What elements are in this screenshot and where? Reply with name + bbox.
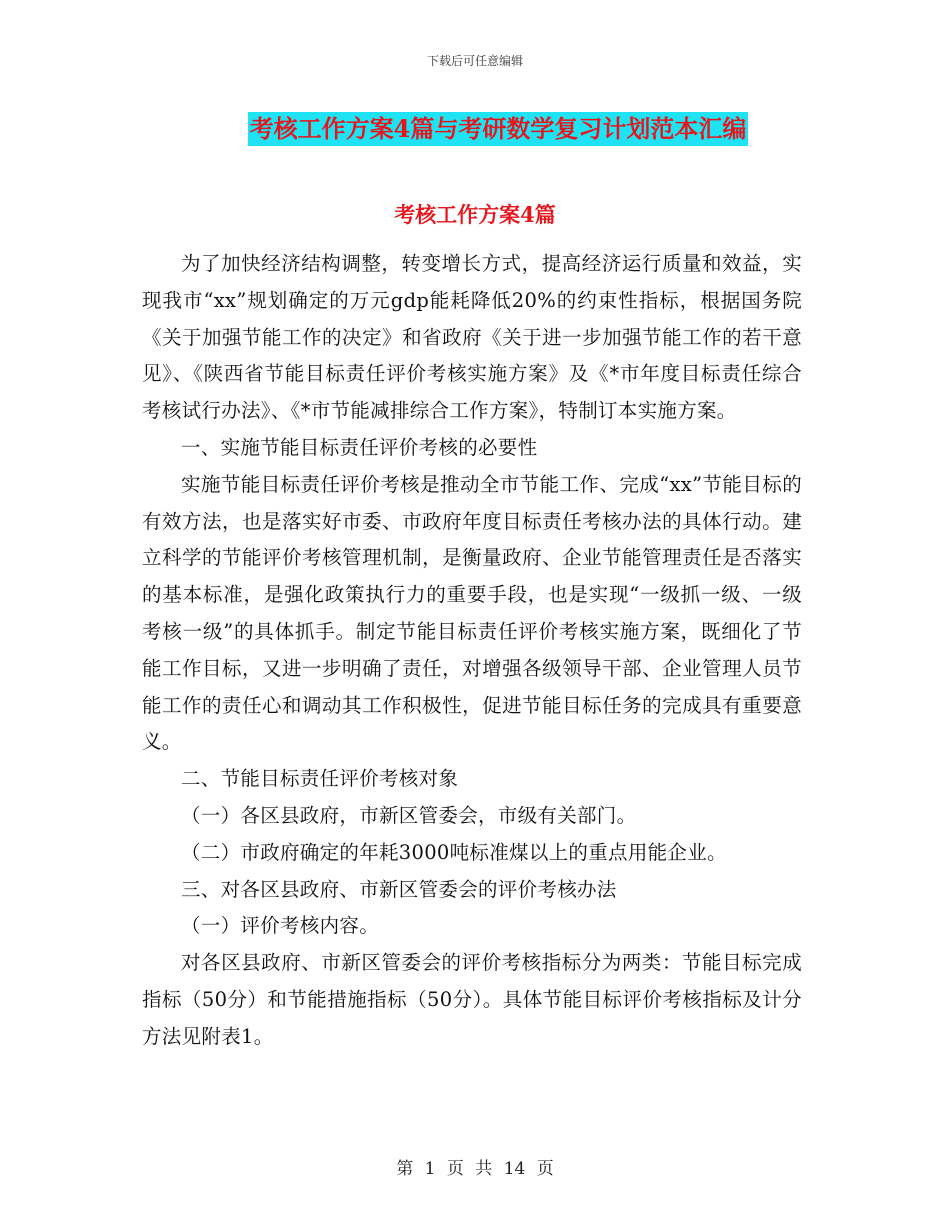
- sub-title: 考核工作方案4篇: [394, 202, 556, 227]
- subsection-heading-1: （一）评价考核内容。: [181, 914, 380, 938]
- main-title-wrap: [0, 112, 950, 146]
- main-title: 考核工作方案4篇与考研数学复习计划范本汇编: [248, 112, 749, 146]
- list-item-targets-2: （二）市政府确定的年耗3000吨标准煤以上的重点用能企业。: [181, 840, 727, 864]
- document-body: [142, 246, 802, 1056]
- paragraph-indicators: 对各区县政府、市新区管委会的评价考核指标分为两类：节能目标完成指标（50分）和节能措施指标（50分）。具体节能目标评价考核指标及计分方法见附表1。: [142, 951, 802, 1048]
- page-footer: 第 1 页 共 14 页: [396, 1159, 554, 1179]
- paragraph-necessity: 实施节能目标责任评价考核是推动全市节能工作、完成“xx”节能目标的有效方法，也是落实好市委、市政府年度目标责任考核办法的具体行动。建立科学的节能评价考核管理机制，是衡量政府、企业节能管理责任是否落实的基本标准，是强化政策执行力的重要手段，也是实现“一级抓一级、一级考核一级”的具体抓手。制定节能目标责任评价考核实施方案，既细化了节能工作目标，又进一步明确了责任，对增强各级领导干部、企业管理人员节能工作的责任心和调动其工作积极性，促进节能目标任务的完成具有重要意义。: [142, 472, 802, 754]
- section-heading-1: 一、实施节能目标责任评价考核的必要性: [181, 435, 538, 459]
- header-note: 下载后可任意编辑: [426, 54, 523, 68]
- section-heading-3: 三、对各区县政府、市新区管委会的评价考核办法: [181, 877, 617, 901]
- section-heading-2: 二、节能目标责任评价考核对象: [181, 767, 459, 791]
- paragraph-intro: 为了加快经济结构调整，转变增长方式，提高经济运行质量和效益，实现我市“xx”规划确定的万元gdp能耗降低20%的约束性指标，根据国务院《关于加强节能工作的决定》和省政府《关于进一步加强节能工作的若干意见》、《陕西省节能目标责任评价考核实施方案》及《*市年度目标责任综合考核试行办法》、《*市节能减排综合工作方案》，特制订本实施方案。: [142, 252, 802, 423]
- list-item-targets-1: （一）各区县政府，市新区管委会，市级有关部门。: [181, 803, 637, 827]
